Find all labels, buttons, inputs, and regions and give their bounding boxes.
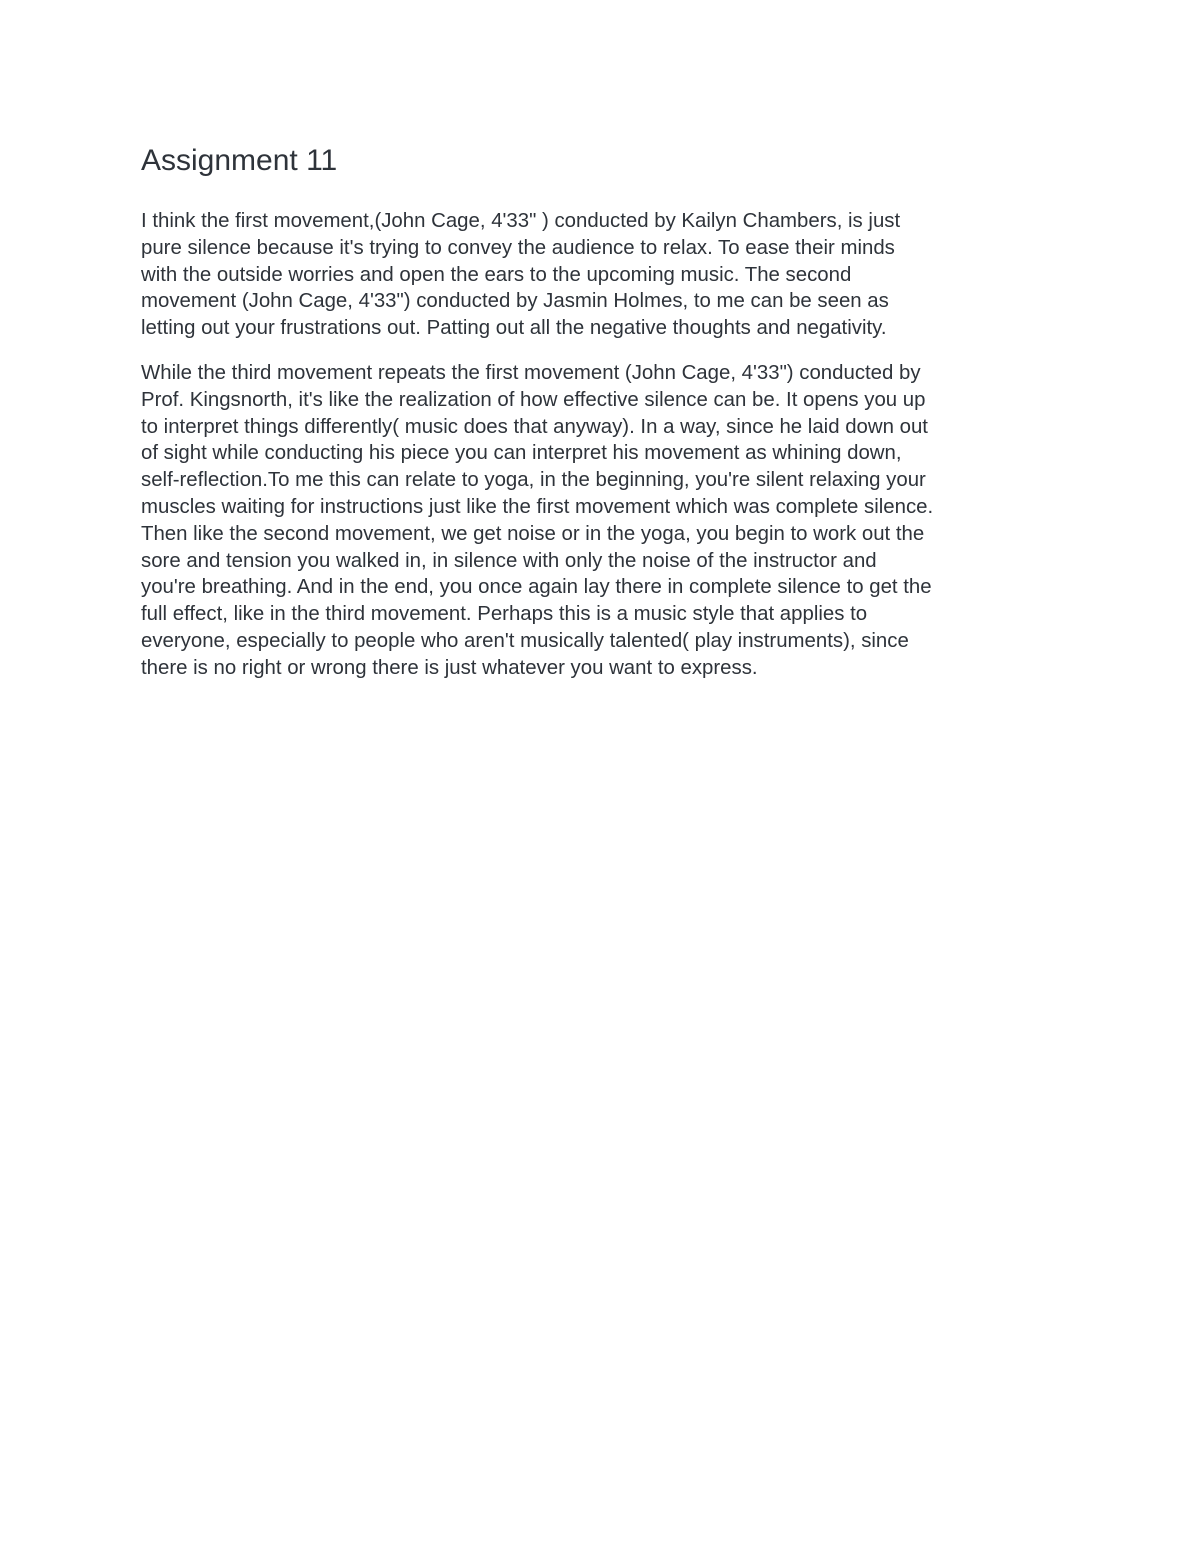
paragraph-line: full effect, like in the third movement. Perhaps this is a music style that applies to (141, 603, 868, 626)
paragraph-line: pure silence because it's trying to convey the audience to relax. To ease their minds (141, 236, 895, 259)
paragraph-line: Prof. Kingsnorth, it's like the realization of how effective silence can be. It opens you up (141, 388, 926, 411)
document-body (141, 141, 1063, 682)
paragraph-line: you're breathing. And in the end, you once again lay there in complete silence to get the (141, 576, 932, 599)
paragraph-line: letting out your frustrations out. Patting out all the negative thoughts and negativity. (141, 317, 887, 340)
document-title: Assignment 11 (141, 144, 338, 177)
paragraph-first (141, 208, 1063, 342)
paragraph-line: sore and tension you walked in, in silence with only the noise of the instructor and (141, 549, 877, 572)
paragraph-line: While the third movement repeats the first movement (John Cage, 4'33") conducted by (141, 361, 921, 384)
paragraph-line: self-reflection.To me this can relate to yoga, in the beginning, you're silent relaxing your (141, 469, 926, 492)
paragraph-line: there is no right or wrong there is just whatever you want to express. (141, 656, 758, 679)
paragraph-line: of sight while conducting his piece you can interpret his movement as whining down, (141, 442, 902, 465)
paragraph-line: everyone, especially to people who aren't musically talented( play instruments), since (141, 629, 909, 652)
paragraph-line: with the outside worries and open the ears to the upcoming music. The second (141, 263, 852, 286)
paragraph-line: muscles waiting for instructions just like the first movement which was complete silence. (141, 495, 934, 518)
paragraph-line: movement (John Cage, 4'33") conducted by Jasmin Holmes, to me can be seen as (141, 290, 889, 313)
paragraph-line: I think the first movement,(John Cage, 4'33" ) conducted by Kailyn Chambers, is just (141, 210, 901, 232)
paragraph-line: Then like the second movement, we get noise or in the yoga, you begin to work out the (141, 522, 925, 545)
paragraph-line: to interpret things differently( music does that anyway). In a way, since he laid down out (141, 415, 928, 438)
paragraph-second (141, 360, 1063, 682)
